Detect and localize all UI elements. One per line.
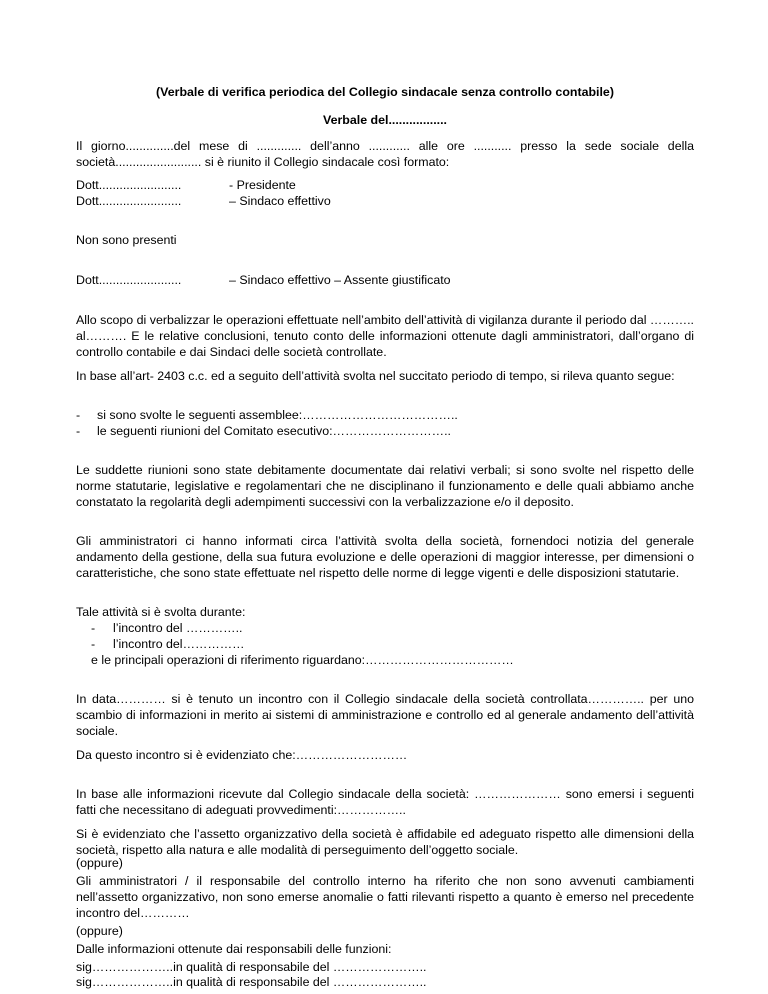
member-name: Dott........................ <box>76 194 182 208</box>
intro-paragraph: Il giorno..............del mese di ............. dell’anno ............ alle ore ........... presso la sede sociale della società......................... si è riunito il Collegio sindacale così formato: <box>76 139 694 169</box>
base-paragraph: In base all’art- 2403 c.c. ed a seguito dell’attività svolta nel succitato periodo di tempo, si rileva quanto segue: <box>76 369 675 383</box>
document-title: (Verbale di verifica periodica del Collegio sindacale senza controllo contabile) <box>156 85 614 99</box>
list-dash: - <box>91 621 96 635</box>
document-subtitle: Verbale del................. <box>323 113 447 127</box>
list-item-text: l’incontro del…………… <box>113 637 245 651</box>
list-dash: - <box>76 424 81 438</box>
member-role: – Sindaco effettivo – Assente giustificato <box>229 273 451 287</box>
absent-label: Non sono presenti <box>76 233 177 247</box>
member-name: Dott........................ <box>76 178 182 192</box>
list-dash: - <box>91 637 96 651</box>
responsabile-paragraph: Gli amministratori / il responsabile del controllo interno ha riferito che non sono avvenuti cambiamenti nell’assetto organizzativo, non sono emerse anomalie o fatti rilevanti rispetto a quanto è emerso nel precedente incontro del………… <box>76 874 694 920</box>
amministratori-paragraph: Gli amministratori ci hanno informati circa l’attività svolta della società, fornendoci notizia del generale andamento della gestione, della sua futura evoluzione e delle operazioni di maggior interesse, per dimensioni o caratteristiche, che sono state effettuate nel rispetto delle norme di legge vigenti e delle disposizioni statutarie. <box>76 534 694 580</box>
sig-line: sig………………..in qualità di responsabile del ………………….. <box>76 975 427 989</box>
member-name: Dott........................ <box>76 273 182 287</box>
list-item-text: si sono svolte le seguenti assemblee:……………………………….. <box>97 408 458 422</box>
list-item-text: l’incontro del ………….. <box>113 621 243 635</box>
member-role: - Presidente <box>229 178 296 192</box>
attivita-intro: Tale attività si è svolta durante: <box>76 605 246 619</box>
scope-paragraph: Allo scopo di verbalizzar le operazioni effettuate nell’ambito dell’attività di vigilanza durante il periodo dal ……….. al………. E le relative conclusioni, tenuto conto delle informazioni ottenute dagli amministratori, dall’organo di controllo contabile e dai Sindaci delle società controllate. <box>76 313 694 359</box>
oppure-label: (oppure) <box>76 924 123 938</box>
operazioni-line: e le principali operazioni di riferimento riguardano:……………………………… <box>91 653 514 667</box>
riunioni-paragraph: Le suddette riunioni sono state debitamente documentate dai relativi verbali; si sono svolte nel rispetto delle norme statutarie, legislative e regolamentari che ne disciplinano il funzionamento e delle quali abbiamo anche constatato la regolarità degli adempimenti successivi con la verbalizzazione e/o il deposito. <box>76 463 694 509</box>
funzioni-line: Dalle informazioni ottenute dai responsabili delle funzioni: <box>76 942 392 956</box>
assetto-paragraph: Si è evidenziato che l’assetto organizzativo della società è affidabile ed adeguato rispetto alle dimensioni della società, rispetto alla natura e alle modalità di perseguimento dell’oggetto sociale. <box>76 827 694 857</box>
member-role: – Sindaco effettivo <box>229 194 331 208</box>
data-paragraph: In data………… si è tenuto un incontro con il Collegio sindacale della società controllata………….. per uno scambio di informazioni in merito ai sistemi di amministrazione e controllo ed al generale andamento dell’attività sociale. <box>76 692 694 738</box>
evidenziato-line: Da questo incontro si è evidenziato che:……………………… <box>76 748 408 762</box>
sig-line: sig………………..in qualità di responsabile del ………………….. <box>76 960 427 974</box>
informazioni-paragraph: In base alle informazioni ricevute dal Collegio sindacale della società: ………………… sono emersi i seguenti fatti che necessitano di adeguati provvedimenti:…………….. <box>76 787 694 817</box>
list-dash: - <box>76 408 81 422</box>
list-item-text: le seguenti riunioni del Comitato esecutivo:……………………….. <box>97 424 451 438</box>
oppure-label: (oppure) <box>76 856 123 870</box>
